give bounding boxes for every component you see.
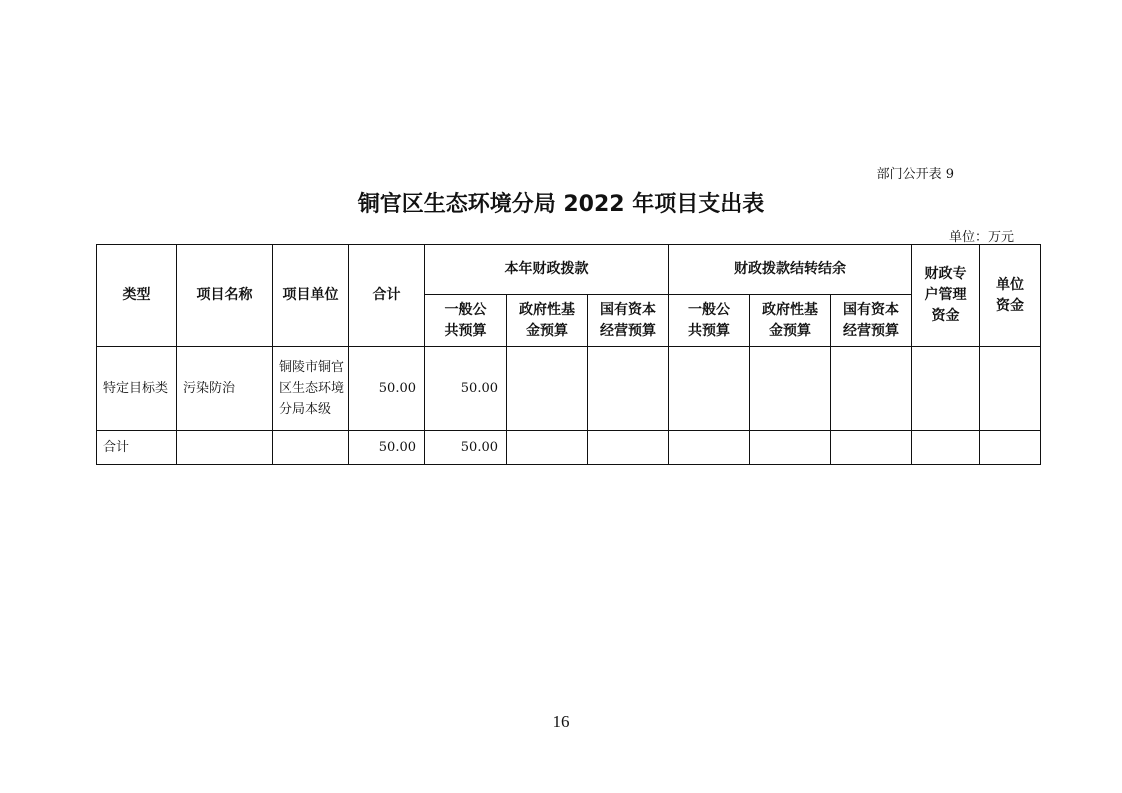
header-carryover-general-public-budget: 一般公共预算 [669, 295, 750, 347]
header-project-unit: 项目单位 [273, 245, 349, 347]
cell-empty [273, 431, 349, 465]
cell-current-state-capital [588, 347, 669, 431]
header-carryover-state-capital-budget: 国有资本经营预算 [831, 295, 912, 347]
cell-current-government-fund [507, 347, 588, 431]
cell-fiscal-special-account [912, 347, 980, 431]
table-label: 部门公开表 9 [876, 167, 954, 182]
cell-empty [507, 431, 588, 465]
header-project-name: 项目名称 [177, 245, 273, 347]
project-expenditure-table [96, 244, 1041, 465]
cell-total: 50.00 [349, 347, 425, 431]
header-carryover-government-fund-budget: 政府性基金预算 [750, 295, 831, 347]
cell-summary-total: 50.00 [349, 431, 425, 465]
cell-empty [831, 431, 912, 465]
cell-unit-funds [980, 347, 1041, 431]
cell-carryover-government-fund [750, 347, 831, 431]
cell-empty [669, 431, 750, 465]
unit-label: 单位：万元 [948, 230, 1014, 245]
cell-empty [912, 431, 980, 465]
cell-project-name: 污染防治 [177, 347, 273, 431]
header-carryover-balance: 财政拨款结转结余 [669, 245, 912, 295]
cell-empty [750, 431, 831, 465]
header-current-state-capital-budget: 国有资本经营预算 [588, 295, 669, 347]
cell-summary-label: 合计 [97, 431, 177, 465]
header-fiscal-special-account: 财政专户管理资金 [912, 245, 980, 347]
summary-row [97, 431, 1041, 465]
page-title: 铜官区生态环境分局 2022 年项目支出表 [357, 192, 765, 217]
page-number: 16 [552, 712, 570, 731]
cell-empty [177, 431, 273, 465]
cell-project-unit: 铜陵市铜官区生态环境分局本级 [273, 347, 349, 431]
header-type: 类型 [97, 245, 177, 347]
cell-type: 特定目标类 [97, 347, 177, 431]
cell-summary-current-general-public: 50.00 [425, 431, 507, 465]
header-current-government-fund-budget: 政府性基金预算 [507, 295, 588, 347]
cell-empty [588, 431, 669, 465]
header-unit-funds: 单位资金 [980, 245, 1041, 347]
header-total: 合计 [349, 245, 425, 347]
cell-carryover-general-public [669, 347, 750, 431]
table-row [97, 347, 1041, 431]
header-current-year-appropriation: 本年财政拨款 [425, 245, 669, 295]
cell-carryover-state-capital [831, 347, 912, 431]
cell-empty [980, 431, 1041, 465]
header-current-general-public-budget: 一般公共预算 [425, 295, 507, 347]
cell-current-general-public: 50.00 [425, 347, 507, 431]
